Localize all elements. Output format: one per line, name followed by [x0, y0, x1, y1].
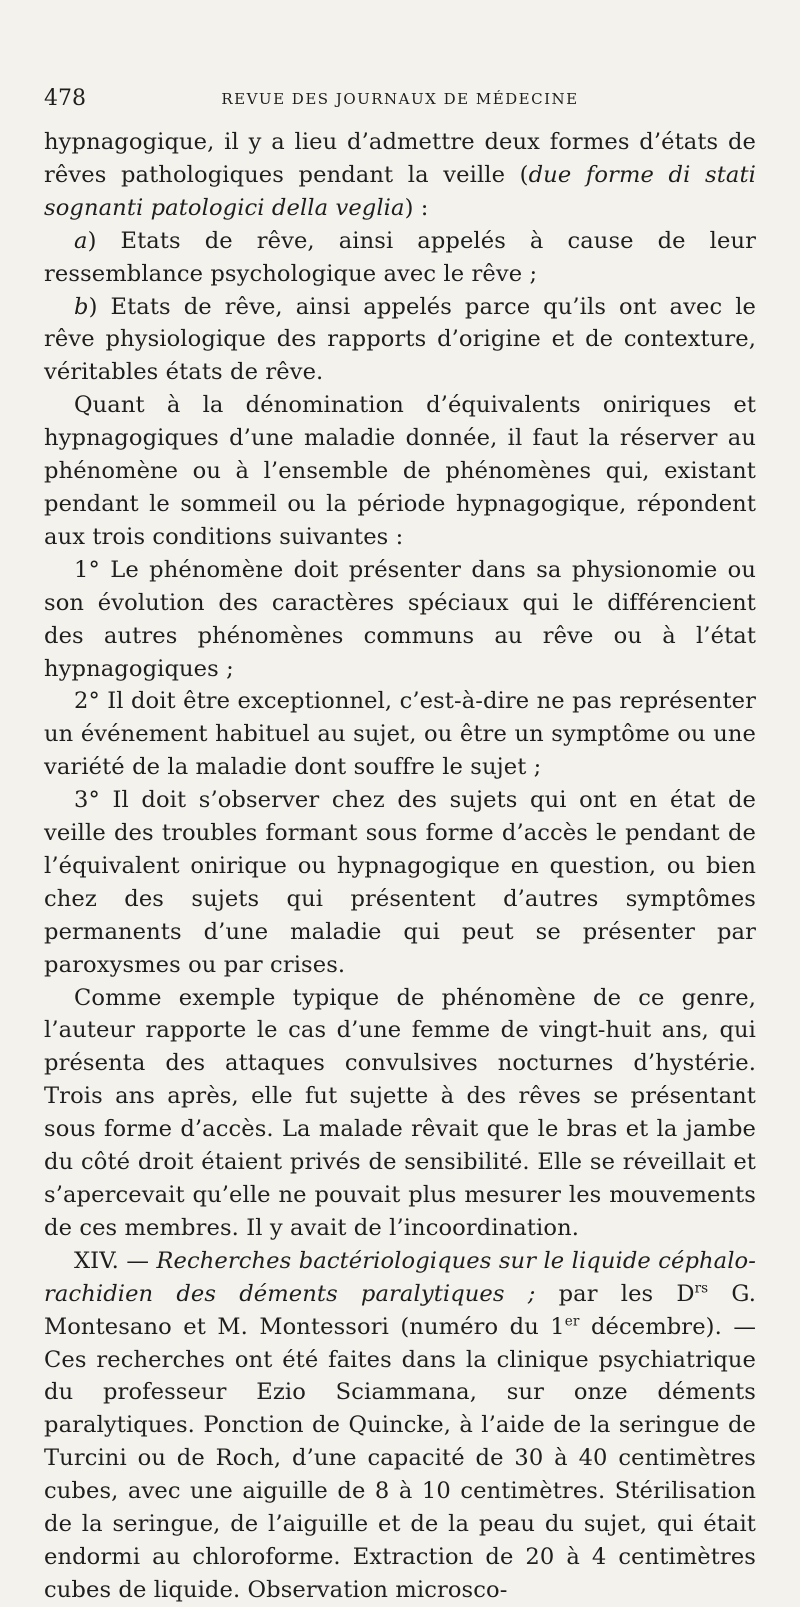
text-run: ) Etats de rêve, ainsi appelés parce qu’ils ont avec le rêve physiologique des rapports d’origine et de contexture, véritables états de rêve. — [44, 293, 756, 386]
paragraph — [44, 554, 756, 686]
italic-text: Recherches bactériologiques sur le liquide céphalo-rachidien des déments paralytiques ; — [44, 1247, 756, 1307]
italic-text: b — [74, 293, 89, 320]
text-run: 3° Il doit s’observer chez des sujets qui ont en état de veille des troubles formant sous forme d’accès le pendant de l’équivalent onirique ou hypnagogique en question, ou bien chez des sujets qui présentent d’autres symptômes permanents d’une maladie qui peut se présenter par paroxysmes ou par crises. — [44, 787, 756, 978]
text-run: Comme exemple typique de phénomène de ce genre, l’auteur rapporte le cas d’une femme de vingt-huit ans, qui présenta des attaques convulsives nocturnes d’hystérie. Trois ans après, elle fut sujette à des rêves se présentant sous forme d’accès. La malade rêvait que le bras et la jambe du côté droit étaient privés de sensibilité. Elle se réveillait et s’apercevait qu’elle ne pouvait plus mesurer les mouvements de ces membres. Il y avait de l’incoordination. — [44, 984, 756, 1241]
paragraph — [44, 784, 756, 981]
running-title: REVUE DES JOURNAUX DE MÉDECINE — [221, 90, 579, 108]
italic-text: due forme di stati sognanti patologici della veglia — [44, 161, 756, 221]
page-number: 478 — [44, 86, 86, 111]
article-body — [44, 126, 756, 1607]
text-run: XIV. — — [74, 1247, 157, 1274]
text-run: par les D — [535, 1280, 695, 1307]
superscript-text: er — [564, 1313, 580, 1330]
paragraph — [44, 982, 756, 1245]
paragraph — [44, 126, 756, 225]
text-run: Quant à la dénomination d’équivalents oniriques et hypnagogiques d’une maladie donnée, il faut la réserver au phénomène ou à l’ensemble de phénomènes qui, existant pendant le sommeil ou la période hypnagogique, répondent aux trois conditions suivantes : — [44, 392, 756, 550]
paragraph — [44, 225, 756, 291]
paragraph — [44, 291, 756, 390]
text-run: hypnagogique, il y a lieu d’admettre deux formes d’états de rêves pathologiques pendant la veille ( — [44, 129, 756, 188]
text-run: 2° Il doit être exceptionnel, c’est-à-dire ne pas représenter un événement habituel au sujet, ou être un symptôme ou une variété de la maladie dont souffre le sujet ; — [44, 688, 756, 781]
text-run: 1° Le phénomène doit présenter dans sa physionomie ou son évolution des caractères spéciaux qui le différencient des autres phénomènes communs au rêve ou à l’état hypnagogiques ; — [44, 556, 756, 682]
text-run: ) Etats de rêve, ainsi appelés à cause de leur ressemblance psychologique avec le rêve ; — [44, 227, 756, 287]
page-header — [44, 86, 756, 114]
paragraph — [44, 685, 756, 784]
paragraph — [44, 389, 756, 554]
italic-text: a — [74, 227, 88, 254]
text-run: G. Montesano et M. Montessori (numéro du 1 — [44, 1280, 756, 1340]
text-run: décembre). — Ces recherches ont été faites dans la clinique psychiatrique du professeur Ezio Sciammana, sur onze déments paralytiques. Ponction de Quincke, à l’aide de la seringue de Turcini ou de Roch, d’une capacité de 30 à 40 centimètres cubes, avec une aiguille de 8 à 10 centimètres. Stérilisation de la seringue, de l’aiguille et de la peau du sujet, qui était endormi au chloroforme. Extraction de 20 à 4 centimètres cubes de liquide. Observation microsco- — [44, 1313, 757, 1603]
section-heading-paragraph — [44, 1245, 756, 1607]
text-run: ) : — [404, 194, 429, 221]
superscript-text: rs — [694, 1280, 709, 1297]
